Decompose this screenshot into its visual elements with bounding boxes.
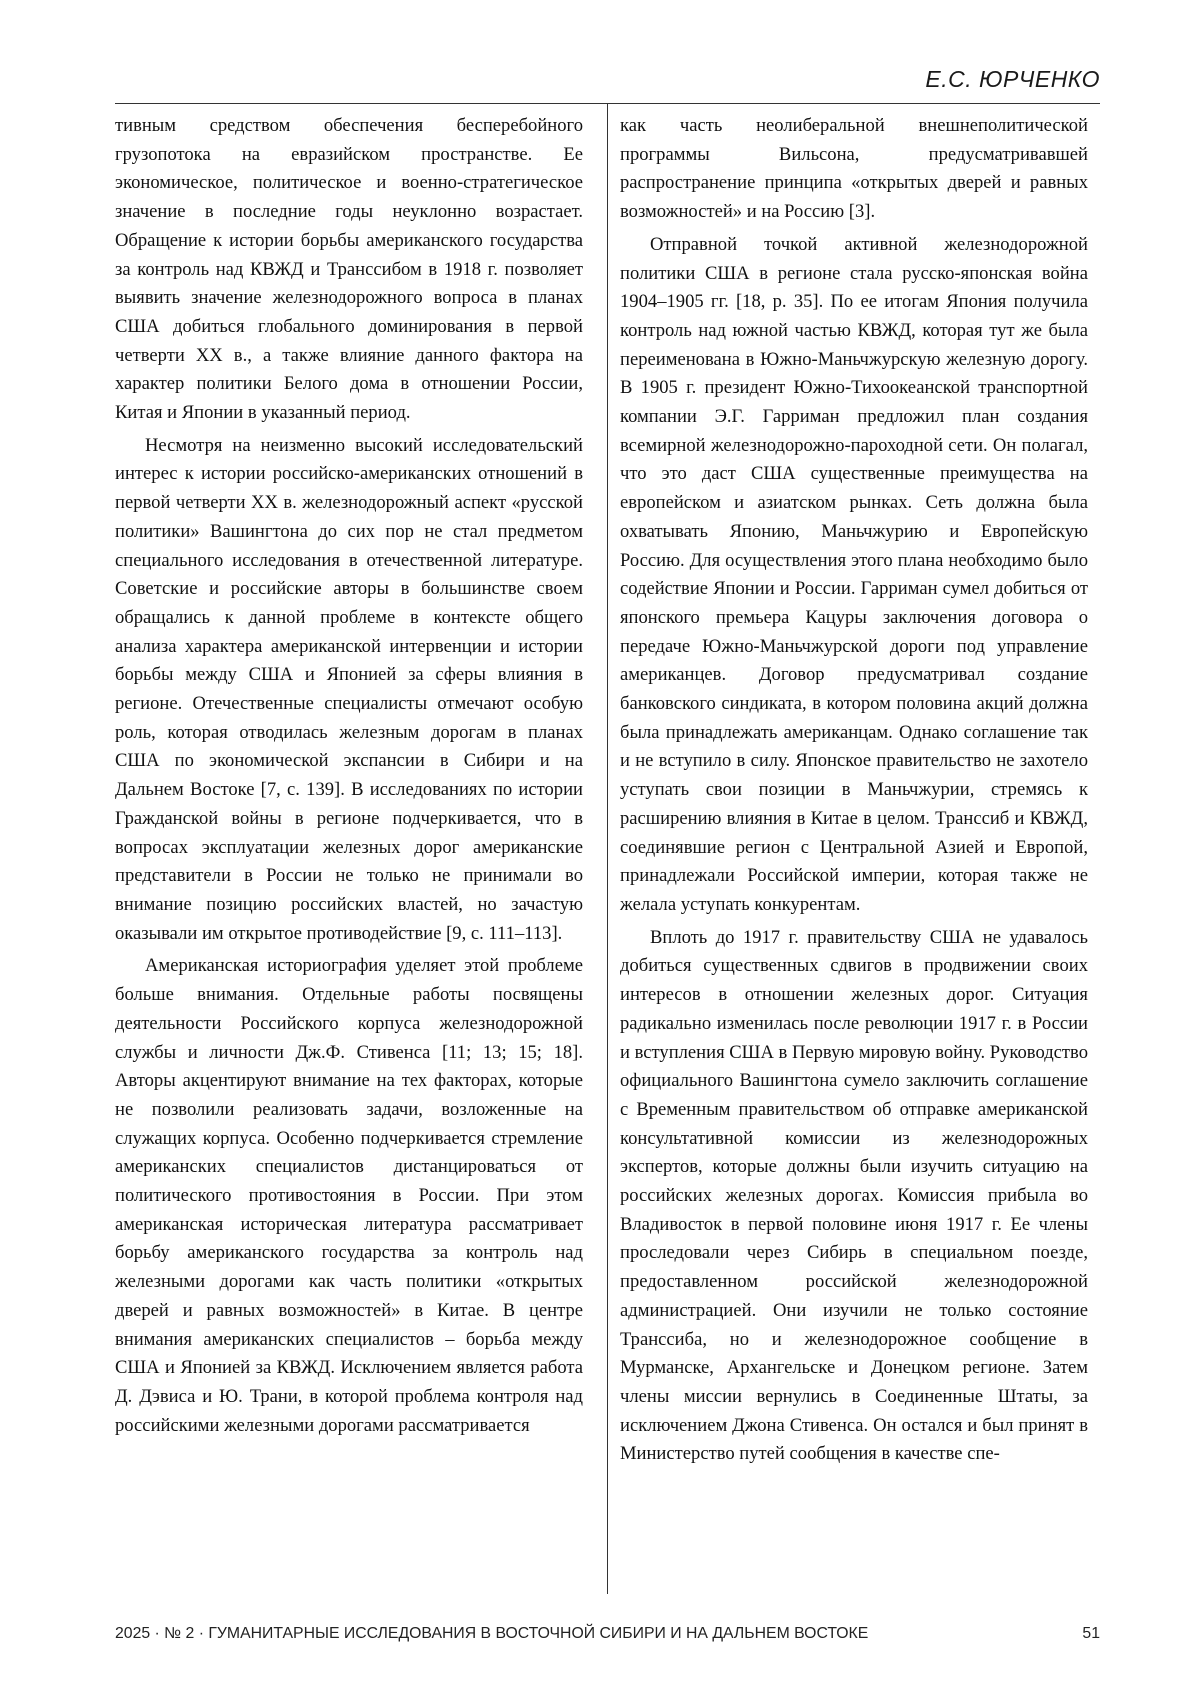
column-divider (607, 104, 608, 1594)
running-head-author: Е.С. ЮРЧЕНКО (925, 66, 1100, 92)
paragraph: Несмотря на неизменно высокий исследовательский интерес к истории российско-американских отношений в первой четверти XX в. железнодорожный аспект «русской политики» Вашингтона до сих пор не стал предметом специального исследования в отечественной литературе. Советские и российские авторы в большинстве своем обращались к данной проблеме в контексте общего анализа характера американской интервенции и истории борьбы между США и Японией за сферы влияния в регионе. Отечественные специалисты отмечают особую роль, которая отводилась железным дорогам в планах США по экономической экспансии в Сибири и на Дальнем Востоке [7, с. 139]. В исследованиях по истории Гражданской войны в регионе подчеркивается, что в вопросах эксплуатации железных дорог американские представители в России не только не принимали во внимание позицию российских властей, но зачастую оказывали им открытое противодействие [9, с. 111–113]. (115, 434, 583, 944)
paragraph: Отправной точкой активной железнодорожной политики США в регионе стала русско-японская война 1904–1905 гг. [18, p. 35]. По ее итогам Япония получила контроль над южной частью КВЖД, которая тут же была переименована в Южно-Маньчжурскую железную дорогу. В 1905 г. президент Южно-Тихоокеанской транспортной компании Э.Г. Гарриман предложил план создания всемирной железнодорожно-пароходной сети. Он полагал, что это даст США существенные преимущества на европейском и азиатском рынках. Сеть должна была охватывать Японию, Маньчжурию и Европейскую Россию. Для осуществления этого плана необходимо было содействие Японии и России. Гарриман сумел добиться от японского премьера Кацуры заключения договора о передаче Южно-Маньчжурской дороги под управление американцев. Договор предусматривал создание банковского синдиката, в котором половина акций должна была принадлежать американцам. Однако соглашение так и не вступило в силу. Японское правительство не захотело уступать свои позиции в Маньчжурии, стремясь к расширению влияния в Китае в целом. Транссиб и КВЖД, соединявшие регион с Центральной Азией и Европой, принадлежали Российской империи, которая также не желала уступать конкурентам. (620, 233, 1088, 915)
journal-title: 2025 · № 2 · ГУМАНИТАРНЫЕ ИССЛЕДОВАНИЯ В ВОСТОЧНОЙ СИБИРИ И НА ДАЛЬНЕМ ВОСТОКЕ (115, 1625, 869, 1642)
left-column (115, 112, 583, 1444)
right-column (620, 112, 1088, 1473)
paragraph: как часть неолиберальной внешнеполитической программы Вильсона, предусматривавшей распространение принципа «открытых дверей и равных возможностей» и на Россию [3]. (620, 115, 1088, 223)
page-number: 51 (1082, 1625, 1100, 1642)
paragraph: Вплоть до 1917 г. правительству США не удавалось добиться существенных сдвигов в продвижении своих интересов в отношении железных дорог. Ситуация радикально изменилась после революции 1917 г. в России и вступления США в Первую мировую войну. Руководство официального Вашингтона сумело заключить соглашение с Временным правительством об отправке американской консультативной комиссии из железнодорожных экспертов, которые должны были изучить ситуацию на российских железных дорогах. Комиссия прибыла во Владивосток в первой половине июня 1917 г. Ее члены проследовали через Сибирь в специальном поезде, предоставленном российской железнодорожной администрацией. Они изучили не только состояние Транссиба, но и железнодорожное сообщение в Мурманске, Архангельске и Донецком регионе. Затем члены миссии вернулись в Соединенные Штаты, за исключением Джона Стивенса. Он остался и был принят в Министерство путей сообщения в качестве спе- (620, 926, 1089, 1465)
paragraph: тивным средством обеспечения бесперебойного грузопотока на евразийском пространстве. Ее экономическое, политическое и военно-стратегическое значение в последние годы неуклонно возрастает. Обращение к истории борьбы американского государства за контроль над КВЖД и Транссибом в 1918 г. позволяет выявить значение железнодорожного вопроса в планах США добиться глобального доминирования в первой четверти XX в., а также влияние данного фактора на характер политики Белого дома в отношении России, Китая и Японии в указанный период. (115, 115, 583, 424)
paragraph: Американская историография уделяет этой проблеме больше внимания. Отдельные работы посвящены деятельности Российского корпуса железнодорожной службы и личности Дж.Ф. Стивенса [11; 13; 15; 18]. Авторы акцентируют внимание на тех факторах, которые не позволили реализовать задачи, возложенные на служащих корпуса. Особенно подчеркивается стремление американских специалистов дистанцироваться от политического противостояния в России. При этом американская историческая литература рассматривает борьбу американского государства за контроль над железными дорогами как часть политики «открытых дверей и равных возможностей» в Китае. В центре внимания американских специалистов – борьба между США и Японией за КВЖД. Исключением является работа Д. Дэвиса и Ю. Трани, в которой проблема контроля над российскими железными дорогами рассматривается (115, 955, 583, 1436)
